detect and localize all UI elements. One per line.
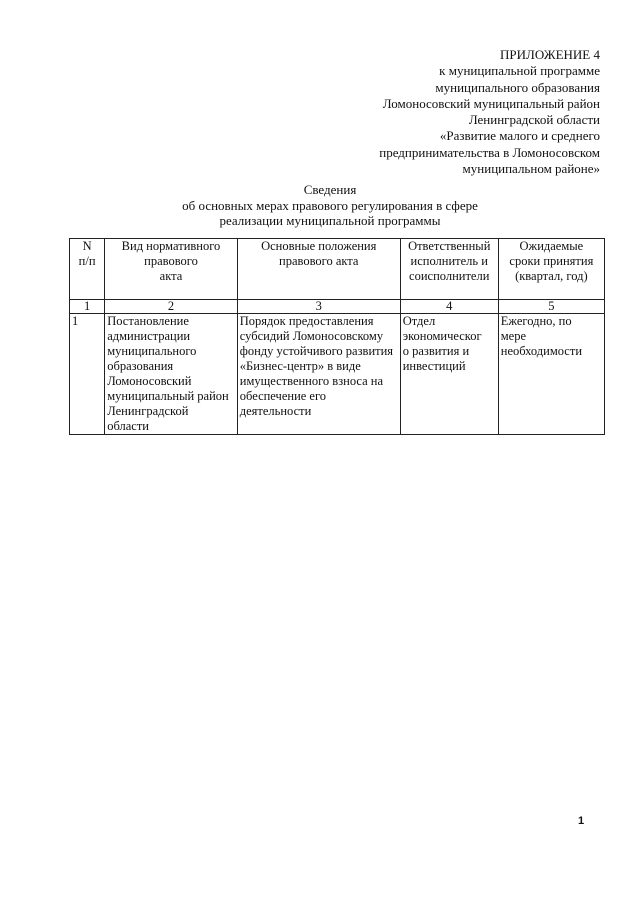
title-line: об основных мерах правового регулирования в сфере bbox=[182, 197, 478, 213]
header-cell-responsible: Ответственный исполнитель и соисполнители bbox=[400, 239, 498, 300]
column-number-cell: 2 bbox=[105, 300, 238, 314]
appendix-line: муниципального образования bbox=[435, 79, 600, 95]
appendix-line: предпринимательства в Ломоносовском bbox=[379, 144, 600, 160]
column-number-cell: 1 bbox=[70, 300, 105, 314]
title-line: реализации муниципальной программы bbox=[219, 213, 441, 228]
appendix-line: к муниципальной программе bbox=[439, 63, 600, 79]
appendix-line: муниципальном районе» bbox=[462, 161, 600, 177]
title-line: Сведения bbox=[303, 182, 357, 197]
column-number-row bbox=[70, 300, 605, 314]
cell-act-type: Постановление администрации муниципального образования Ломоносовский муниципальный район Ленинградской области bbox=[105, 314, 238, 435]
appendix-line: Ленинградской области bbox=[468, 112, 600, 128]
cell-deadline: Ежегодно, по мере необходимости bbox=[498, 314, 604, 435]
regulation-measures-table bbox=[69, 238, 605, 435]
table-row bbox=[70, 314, 605, 435]
header-cell-deadline: Ожидаемые сроки принятия (квартал, год) bbox=[498, 239, 604, 300]
cell-number: 1 bbox=[70, 314, 105, 435]
table-header-row bbox=[70, 239, 605, 300]
page-number: 1 bbox=[578, 815, 585, 827]
appendix-header bbox=[300, 47, 600, 177]
document-title bbox=[0, 182, 640, 229]
column-number-cell: 5 bbox=[498, 300, 604, 314]
column-number-cell: 3 bbox=[237, 300, 400, 314]
appendix-line: «Развитие малого и среднего bbox=[439, 128, 600, 144]
appendix-line: ПРИЛОЖЕНИЕ 4 bbox=[500, 47, 600, 62]
header-cell-provisions: Основные положения правового акта bbox=[237, 239, 400, 300]
header-cell-number: N п/п bbox=[70, 239, 105, 300]
appendix-line: Ломоносовский муниципальный район bbox=[382, 95, 600, 111]
cell-responsible: Отдел экономическог о развития и инвестиций bbox=[400, 314, 498, 435]
header-cell-act-type: Вид нормативного правового акта bbox=[105, 239, 238, 300]
column-number-cell: 4 bbox=[400, 300, 498, 314]
cell-provisions: Порядок предоставления субсидий Ломоносовскому фонду устойчивого развития «Бизнес-центр» в виде имущественного взноса на обеспечение его деятельности bbox=[237, 314, 400, 435]
